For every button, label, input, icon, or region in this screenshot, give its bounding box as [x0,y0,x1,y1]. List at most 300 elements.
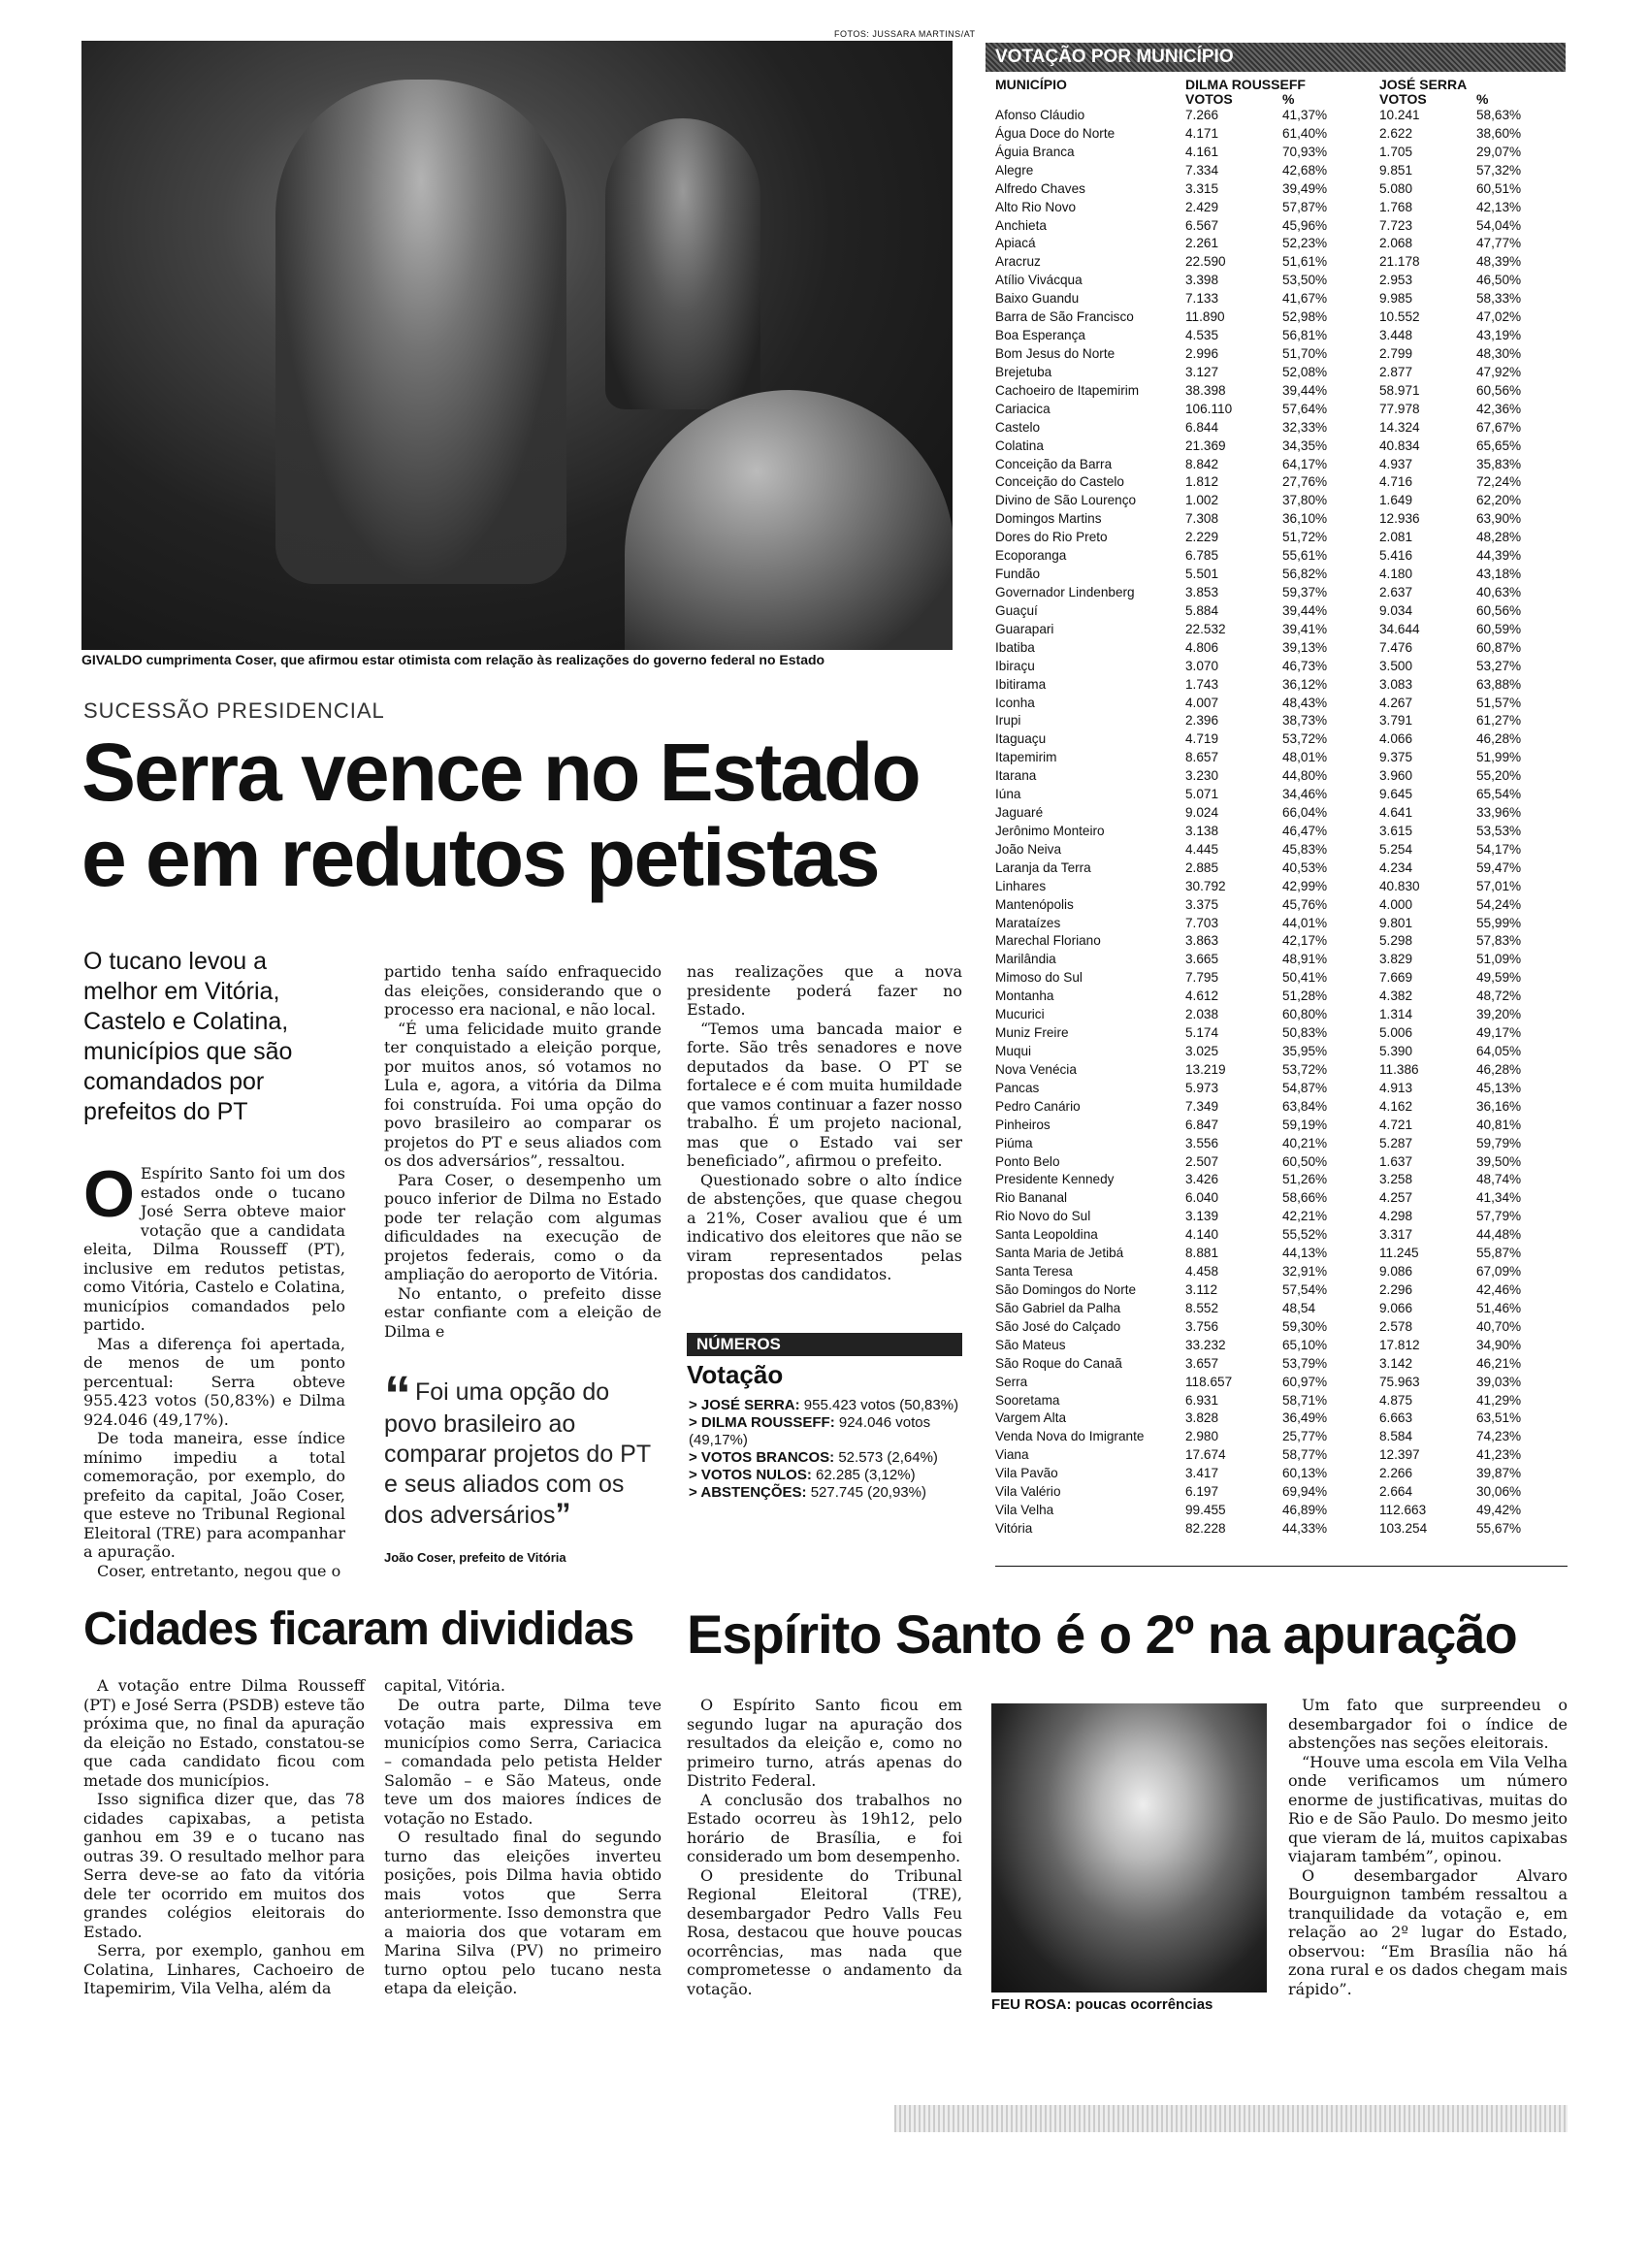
table-row [995,419,1568,437]
cell-dilma-votos: 6.844 [1185,419,1219,435]
cell-dilma-votos: 3.230 [1185,768,1219,784]
cell-municipio: Afonso Cláudio [995,108,1085,122]
table-row [995,1208,1568,1226]
table-row [995,217,1568,236]
cell-dilma-votos: 4.161 [1185,144,1219,159]
cell-serra-votos: 4.913 [1379,1080,1413,1095]
cell-serra-pct: 67,67% [1476,419,1522,435]
print-strip [894,2105,1568,2132]
cell-municipio: Jaguaré [995,805,1044,821]
cell-municipio: Santa Maria de Jetibá [995,1246,1124,1261]
cell-municipio: Vargem Alta [995,1410,1067,1426]
cell-serra-pct: 54,04% [1476,217,1522,233]
cell-municipio: Muqui [995,1044,1032,1059]
cell-serra-votos: 9.645 [1379,787,1413,802]
table-row [995,456,1568,474]
cell-dilma-votos: 13.219 [1185,1061,1226,1077]
cell-dilma-votos: 1.743 [1185,676,1219,692]
cell-serra-pct: 51,09% [1476,952,1522,967]
cell-serra-votos: 9.375 [1379,750,1413,765]
cell-dilma-pct: 54,87% [1282,1080,1328,1095]
cell-dilma-votos: 2.996 [1185,345,1219,361]
cell-serra-votos: 4.716 [1379,474,1413,490]
table-row [995,730,1568,749]
cell-serra-pct: 60,56% [1476,382,1522,398]
cell-dilma-pct: 48,43% [1282,695,1328,710]
table-row [995,1006,1568,1024]
cell-dilma-pct: 46,73% [1282,658,1328,673]
article1-col3-p3: Questionado sobre o alto índice de abstenções, que quase chegou a 21%, Coser avaliou que é um indicativo dos eleitores que não se viram representados pelas propostas dos candidatos. [687,1170,962,1283]
cell-serra-pct: 53,53% [1476,823,1522,838]
cell-dilma-votos: 5.973 [1185,1080,1219,1095]
table-row [995,1245,1568,1263]
cell-municipio: Pedro Canário [995,1098,1081,1114]
cell-serra-votos: 40.834 [1379,437,1420,453]
cell-dilma-votos: 2.980 [1185,1429,1219,1444]
cell-dilma-pct: 46,89% [1282,1503,1328,1518]
votacao-label: > VOTOS BRANCOS: [689,1449,835,1466]
cell-serra-votos: 4.382 [1379,988,1413,1004]
cell-serra-pct: 48,74% [1476,1172,1522,1187]
article2-col1 [83,1676,365,1998]
votacao-label: > VOTOS NULOS: [689,1467,812,1483]
cell-serra-pct: 54,17% [1476,841,1522,857]
article1-col1-p3: De toda maneira, esse índice mínimo impediu a total comemoração, por exemplo, do prefeito da capital, João Coser, que esteve no Tribunal Regional Eleitoral (TRE) para acompanhar a apuração. [83,1429,345,1561]
cell-municipio: Ibiraçu [995,658,1035,673]
cell-serra-pct: 36,16% [1476,1098,1522,1114]
cell-municipio: Itaguaçu [995,731,1047,747]
cell-serra-votos: 10.241 [1379,108,1420,122]
cell-serra-votos: 5.298 [1379,933,1413,949]
table-row [995,162,1568,180]
table-row [995,473,1568,492]
table-row [995,272,1568,290]
cell-municipio: São Roque do Canaã [995,1355,1122,1371]
cell-dilma-pct: 40,21% [1282,1135,1328,1150]
main-photo [81,41,953,650]
cell-dilma-votos: 4.458 [1185,1264,1219,1280]
cell-serra-votos: 9.066 [1379,1300,1413,1315]
cell-municipio: Montanha [995,988,1054,1004]
cell-dilma-votos: 3.556 [1185,1135,1219,1150]
table-row [995,915,1568,933]
table-row [995,1337,1568,1355]
cell-serra-pct: 34,90% [1476,1337,1522,1352]
cell-serra-pct: 63,90% [1476,511,1522,527]
cell-serra-pct: 48,30% [1476,345,1522,361]
cell-serra-votos: 3.448 [1379,328,1413,343]
pull-quote-attribution: João Coser, prefeito de Vitória [384,1550,566,1565]
table-row [995,1281,1568,1300]
cell-serra-votos: 2.799 [1379,345,1413,361]
cell-dilma-votos: 7.133 [1185,291,1219,307]
cell-serra-votos: 12.397 [1379,1447,1420,1463]
cell-dilma-pct: 60,13% [1282,1466,1328,1481]
table-row [995,1465,1568,1483]
table-row [995,125,1568,144]
th-dilma-pct: % [1282,91,1295,107]
cell-dilma-pct: 39,44% [1282,382,1328,398]
cell-serra-pct: 47,02% [1476,309,1522,325]
cell-dilma-votos: 6.197 [1185,1484,1219,1500]
cell-serra-votos: 4.267 [1379,695,1413,710]
cell-municipio: Aracruz [995,254,1041,270]
cell-serra-pct: 57,79% [1476,1209,1522,1224]
cell-dilma-pct: 57,54% [1282,1282,1328,1297]
votacao-list [689,1397,970,1502]
cell-serra-votos: 9.985 [1379,291,1413,307]
article1-col1 [83,1157,345,1580]
cell-dilma-votos: 5.174 [1185,1025,1219,1041]
cell-dilma-pct: 60,80% [1282,1007,1328,1022]
table-row [995,253,1568,272]
cell-serra-pct: 33,96% [1476,805,1522,821]
cell-serra-pct: 43,18% [1476,567,1522,582]
cell-municipio: Vitória [995,1520,1033,1536]
table-row [995,932,1568,951]
cell-serra-pct: 41,23% [1476,1447,1522,1463]
cell-serra-pct: 41,34% [1476,1190,1522,1206]
cell-serra-votos: 1.649 [1379,493,1413,508]
votacao-value: 527.745 (20,93%) [806,1484,926,1501]
cell-serra-pct: 44,39% [1476,548,1522,564]
cell-municipio: Pinheiros [995,1117,1051,1132]
cell-dilma-votos: 3.375 [1185,896,1219,912]
cell-dilma-votos: 4.445 [1185,841,1219,857]
table-row [995,1263,1568,1281]
cell-dilma-pct: 25,77% [1282,1429,1328,1444]
cell-dilma-votos: 22.590 [1185,254,1226,270]
cell-dilma-votos: 4.806 [1185,639,1219,655]
table-row [995,345,1568,364]
cell-serra-votos: 4.641 [1379,805,1413,821]
cell-serra-pct: 57,01% [1476,878,1522,893]
cell-serra-pct: 42,36% [1476,401,1522,416]
cell-municipio: Ibitirama [995,676,1047,692]
cell-municipio: Piúma [995,1135,1033,1150]
cell-serra-pct: 40,70% [1476,1318,1522,1334]
cell-dilma-pct: 41,67% [1282,291,1328,307]
cell-dilma-votos: 3.315 [1185,180,1219,196]
cell-dilma-votos: 106.110 [1185,401,1233,416]
table-row [995,510,1568,529]
cell-serra-pct: 39,50% [1476,1153,1522,1169]
cell-serra-pct: 46,50% [1476,273,1522,288]
table-title-bar: VOTAÇÃO POR MUNICÍPIO [986,43,1566,72]
votacao-label: > ABSTENÇÕES: [689,1484,807,1501]
cell-municipio: Marilândia [995,952,1056,967]
table-row [995,308,1568,327]
cell-dilma-votos: 4.007 [1185,695,1219,710]
cell-serra-votos: 4.180 [1379,567,1413,582]
article1-col1-p1: Espírito Santo foi um dos estados onde o tucano José Serra obteve maior votação que a candidata eleita, Dilma Rousseff (PT), inclusive em redutos petistas, como Vitória, Castelo e Colatina, municípios comandados pelo partido. [83,1164,345,1334]
cell-dilma-votos: 1.002 [1185,493,1219,508]
cell-serra-pct: 54,24% [1476,896,1522,912]
cell-dilma-votos: 7.349 [1185,1098,1219,1114]
votacao-item-serra [689,1397,970,1414]
cell-serra-pct: 51,99% [1476,750,1522,765]
main-headline [81,727,954,903]
cell-serra-votos: 2.877 [1379,364,1413,379]
article3-col1-p2: A conclusão dos trabalhos no Estado ocorreu às 19h12, pelo horário de Brasília, e foi considerado um bom desempenho. [687,1790,962,1865]
open-quote-mark: “ [384,1364,411,1425]
cell-serra-pct: 57,83% [1476,933,1522,949]
cell-dilma-pct: 52,23% [1282,236,1328,251]
cell-municipio: Colatina [995,437,1044,453]
votacao-label: > DILMA ROUSSEFF: [689,1414,835,1431]
cell-serra-pct: 60,56% [1476,602,1522,618]
cell-serra-votos: 11.245 [1379,1246,1419,1261]
table-row [995,1428,1568,1446]
cell-municipio: Alfredo Chaves [995,180,1085,196]
table-row [995,621,1568,639]
table-row [995,1189,1568,1208]
cell-serra-votos: 2.068 [1379,236,1413,251]
votacao-item-abstencoes [689,1484,970,1502]
cell-municipio: Brejetuba [995,364,1052,379]
caption-text: cumprimenta Coser, que afirmou estar otimista com relação às realizações do governo federal no Estado [142,652,825,667]
cell-municipio: Venda Nova do Imigrante [995,1429,1145,1444]
cell-serra-votos: 5.390 [1379,1044,1413,1059]
cell-serra-pct: 64,05% [1476,1044,1522,1059]
cell-serra-votos: 112.663 [1379,1503,1427,1518]
table-row [995,878,1568,896]
cell-dilma-votos: 3.863 [1185,933,1219,949]
table-row [995,1226,1568,1245]
cell-municipio: Irupi [995,713,1021,729]
numeros-bar: NÚMEROS [687,1333,962,1356]
cell-dilma-votos: 30.792 [1185,878,1226,893]
cell-dilma-pct: 51,61% [1282,254,1328,270]
cell-municipio: Apiacá [995,236,1036,251]
pull-quote [384,1364,662,1532]
cell-serra-pct: 46,21% [1476,1355,1522,1371]
table-row [995,1153,1568,1172]
caption-lead: FEU ROSA: [991,1996,1072,2013]
cell-dilma-votos: 6.931 [1185,1392,1219,1408]
table-row [995,1483,1568,1502]
article1-col1-p4: Coser, entretanto, negou que o [97,1561,341,1580]
cell-municipio: Vila Valério [995,1484,1061,1500]
cell-dilma-pct: 32,91% [1282,1264,1328,1280]
cell-dilma-pct: 58,71% [1282,1392,1328,1408]
cell-serra-pct: 63,88% [1476,676,1522,692]
cell-serra-votos: 40.830 [1379,878,1420,893]
cell-municipio: Vila Velha [995,1503,1054,1518]
cell-serra-pct: 46,28% [1476,1061,1522,1077]
votes-table [995,78,1568,1539]
cell-serra-pct: 48,39% [1476,254,1522,270]
article1-col3 [687,962,962,1284]
article3-col1-p1: O Espírito Santo ficou em segundo lugar na apuração dos resultados da eleição e, como no primeiro turno, atrás apenas do Distrito Federal. [687,1696,962,1790]
table-row [995,1061,1568,1080]
cell-municipio: Baixo Guandu [995,291,1080,307]
cell-dilma-pct: 44,80% [1282,768,1328,784]
cell-municipio: Barra de São Francisco [995,309,1134,325]
table-row [995,235,1568,253]
votacao-value: 52.573 (2,64%) [834,1449,938,1466]
cell-serra-votos: 9.851 [1379,162,1413,178]
cell-dilma-pct: 39,49% [1282,180,1328,196]
cell-dilma-votos: 5.884 [1185,602,1219,618]
cell-municipio: Anchieta [995,217,1047,233]
table-row [995,749,1568,767]
cell-municipio: Mimoso do Sul [995,970,1083,986]
votacao-value: 924.046 votos (49,17%) [689,1414,931,1448]
cell-dilma-pct: 38,73% [1282,713,1328,729]
cell-serra-votos: 7.476 [1379,639,1413,655]
cell-municipio: Itarana [995,768,1037,784]
article3-col2-p2: “Houve uma escola em Vila Velha onde verificamos um número enorme de justificativas, muitas do Rio e de São Paulo. Do mesmo jeito que vieram de lá, muitos capixabas viajaram também”, opinou. [1288,1752,1568,1865]
cell-dilma-pct: 48,01% [1282,750,1328,765]
cell-serra-pct: 51,46% [1476,1300,1522,1315]
table-row [995,1024,1568,1043]
cell-dilma-votos: 7.795 [1185,970,1219,986]
cell-serra-pct: 42,13% [1476,199,1522,214]
cell-municipio: Alegre [995,162,1034,178]
table-row [995,401,1568,419]
table-row [995,988,1568,1006]
cell-serra-votos: 5.254 [1379,841,1413,857]
cell-dilma-pct: 51,26% [1282,1172,1328,1187]
cell-serra-votos: 9.034 [1379,602,1413,618]
cell-serra-pct: 39,03% [1476,1374,1522,1389]
cell-serra-pct: 55,99% [1476,915,1522,930]
photo-figure-woman [605,118,760,409]
cell-dilma-votos: 3.070 [1185,658,1219,673]
main-photo-caption [81,652,954,667]
table-row [995,859,1568,878]
cell-serra-votos: 2.622 [1379,125,1413,141]
cell-serra-pct: 30,06% [1476,1484,1522,1500]
table-row [995,676,1568,695]
cell-municipio: Sooretama [995,1392,1060,1408]
article1-col2-p4: No entanto, o prefeito disse estar confiante com a eleição de Dilma e [384,1283,662,1341]
cell-dilma-pct: 45,83% [1282,841,1328,857]
table-row [995,712,1568,730]
cell-serra-votos: 3.500 [1379,658,1413,673]
table-row [995,547,1568,566]
cell-serra-pct: 60,59% [1476,621,1522,636]
cell-dilma-pct: 63,84% [1282,1098,1328,1114]
cell-serra-votos: 11.386 [1379,1061,1419,1077]
cell-dilma-votos: 3.665 [1185,952,1219,967]
cell-dilma-pct: 44,13% [1282,1246,1328,1261]
cell-municipio: Boa Esperança [995,328,1085,343]
cell-dilma-pct: 52,08% [1282,364,1328,379]
cell-serra-pct: 58,33% [1476,291,1522,307]
cell-municipio: Conceição do Castelo [995,474,1124,490]
cell-dilma-votos: 2.038 [1185,1007,1219,1022]
cell-serra-votos: 5.416 [1379,548,1413,564]
cell-municipio: Divino de São Lourenço [995,493,1137,508]
cell-municipio: Governador Lindenberg [995,584,1135,599]
article1-col2 [384,962,662,1341]
cell-municipio: Alto Rio Novo [995,199,1077,214]
th-dilma-votos: VOTOS [1185,91,1233,107]
cell-municipio: Marechal Floriano [995,933,1101,949]
cell-dilma-votos: 2.429 [1185,199,1219,214]
cell-serra-pct: 60,87% [1476,639,1522,655]
cell-municipio: Domingos Martins [995,511,1102,527]
cell-dilma-pct: 57,64% [1282,401,1328,416]
cell-serra-votos: 1.705 [1379,144,1413,159]
cell-serra-pct: 55,20% [1476,768,1522,784]
table-row [995,327,1568,345]
cell-municipio: Atílio Vivácqua [995,273,1083,288]
cell-serra-pct: 65,65% [1476,437,1522,453]
table-row [995,1300,1568,1318]
cell-serra-votos: 8.584 [1379,1429,1413,1444]
th-blank [995,92,1185,107]
votacao-item-brancos [689,1449,970,1467]
cell-serra-pct: 40,63% [1476,584,1522,599]
cell-municipio: Água Doce do Norte [995,125,1116,141]
photo-credit: FOTOS: JUSSARA MARTINS/AT [834,29,976,39]
cell-dilma-pct: 50,83% [1282,1025,1328,1041]
cell-dilma-votos: 8.881 [1185,1246,1219,1261]
cell-municipio: Cariacica [995,401,1051,416]
cell-serra-pct: 45,13% [1476,1080,1522,1095]
cell-dilma-votos: 8.552 [1185,1300,1219,1315]
cell-dilma-votos: 4.140 [1185,1227,1219,1243]
cell-municipio: Guaçuí [995,602,1038,618]
cell-dilma-votos: 33.232 [1185,1337,1226,1352]
table-row [995,1409,1568,1428]
cell-dilma-pct: 44,01% [1282,915,1328,930]
cell-dilma-pct: 45,96% [1282,217,1328,233]
table-row [995,786,1568,804]
cell-dilma-votos: 8.657 [1185,750,1219,765]
cell-serra-votos: 4.937 [1379,456,1413,471]
cell-dilma-votos: 3.025 [1185,1044,1219,1059]
th-serra-pct: % [1476,91,1489,107]
cell-municipio: João Neiva [995,841,1062,857]
cell-serra-pct: 60,51% [1476,180,1522,196]
cell-serra-votos: 9.086 [1379,1264,1413,1280]
cell-dilma-pct: 34,46% [1282,787,1328,802]
cell-serra-pct: 44,48% [1476,1227,1522,1243]
article2-col2-p1: capital, Vitória. [384,1676,505,1695]
cell-serra-pct: 43,19% [1476,328,1522,343]
table-row [995,1043,1568,1061]
cell-dilma-votos: 6.040 [1185,1190,1219,1206]
cell-dilma-votos: 2.885 [1185,859,1219,875]
cell-dilma-pct: 42,21% [1282,1209,1328,1224]
cell-serra-votos: 2.637 [1379,584,1413,599]
table-row [995,1171,1568,1189]
votacao-value: 62.285 (3,12%) [811,1467,916,1483]
votacao-item-dilma [689,1414,970,1449]
cell-dilma-pct: 64,17% [1282,456,1328,471]
cell-dilma-pct: 50,41% [1282,970,1328,986]
cell-dilma-pct: 53,72% [1282,1061,1328,1077]
article3-col2-p3: O desembargador Alvaro Bourguignon também ressaltou a tranquilidade da votação e, em relação ao 2º lugar do Estado, observou: “Em Brasília não há zona rural e os dados chegam mais rápido”. [1288,1865,1568,1998]
cell-dilma-votos: 2.229 [1185,530,1219,545]
cell-serra-votos: 10.552 [1379,309,1420,325]
cell-municipio: Mantenópolis [995,896,1074,912]
feu-rosa-photo [991,1703,1267,1993]
table-row [995,695,1568,713]
table-row [995,566,1568,584]
photo-figure-givaldo [275,80,566,584]
headline-line-2: e em redutos petistas [81,812,879,903]
cell-dilma-pct: 55,61% [1282,548,1328,564]
cell-dilma-pct: 58,77% [1282,1447,1328,1463]
cell-serra-pct: 58,63% [1476,108,1522,122]
cell-municipio: Ecoporanga [995,548,1067,564]
cell-serra-votos: 58.971 [1379,382,1420,398]
